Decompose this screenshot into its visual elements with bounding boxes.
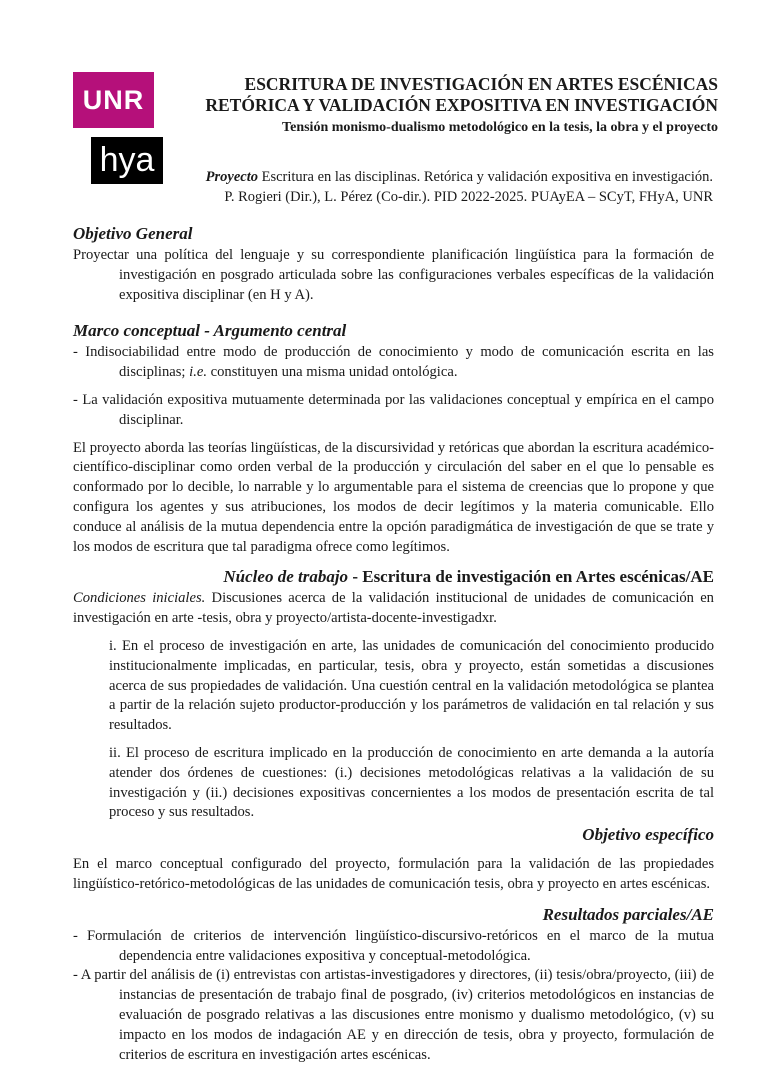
project-authors: P. Rogieri (Dir.), L. Pérez (Co-dir.). PID 2022-2025. PUAyEA – SCyT, FHyA, UNR <box>224 189 713 205</box>
document-title-line2: RETÓRICA Y VALIDACIÓN EXPOSITIVA EN INVESTIGACIÓN <box>205 95 718 115</box>
resultados-heading: Resultados parciales/AE <box>542 904 714 924</box>
resultados-item-2: - A partir del análisis de (i) entrevistas con artistas-investigadores y directores, (ii) tesis/obra/proyecto, (iii) de instancias de presentación de trabajo final de posgrado, (iv) criterios metodológicos en instancias de evaluación de posgrado relativas a las discusiones entre monismo y dualismo metodológico, (v) su impacto en los modos de indagación AE y en dirección de tesis, obra y proyecto, formulación de criterios de escritura en investigación artes escénicas. <box>73 967 714 1063</box>
project-info <box>153 167 713 207</box>
marco-item-1-a: - Indisociabilidad entre modo de producción de conocimiento y modo de comunicación escrita en las disciplinas; <box>73 344 714 381</box>
marco-item-2: - La validación expositiva mutuamente determinada por las validaciones conceptual y empírica en el campo disciplinar. <box>73 391 714 428</box>
condiciones-label: Condiciones iniciales. <box>73 590 206 607</box>
nucleo-heading <box>73 565 714 589</box>
condiciones-iniciales <box>73 589 714 629</box>
nucleo-item-ii: ii. El proceso de escritura implicado en la producción de conocimiento en arte demanda a la autoría atender dos órdenes de cuestiones: (i.) decisiones metodológicas relativas a la validación de su investigación y (ii.) decisiones expositivas concernientes a los modos de presentación escrita de tal proceso y sus resultados. <box>109 744 714 821</box>
document-body <box>73 222 714 1065</box>
nucleo-heading-italic: Núcleo de trabajo <box>223 567 349 587</box>
document-subtitle: Tensión monismo-dualismo metodológico en la tesis, la obra y el proyecto <box>282 120 718 135</box>
nucleo-heading-plain: - Escritura de investigación en Artes escénicas/AE <box>348 567 714 587</box>
marco-item-1-b: constituyen una misma unidad ontológica. <box>206 364 458 381</box>
condiciones-text: Discusiones acerca de la validación institucional de unidades de comunicación en investigación en arte -tesis, obra y proyecto/artista-docente-investigadxr. <box>73 590 714 627</box>
marco-paragraph: El proyecto aborda las teorías lingüísticas, de la discursividad y retóricas que abordan la escritura académico-científico-disciplinar como orden verbal de la producción y circulación del saber en el que lo pensable es conformado por lo decible, lo narrable y lo argumentable para el sistema de creencias que lo propone y que configura los agentes y sus atribuciones, los modos de decir legítimos y la materia comunicable. Ello conduce al análisis de la mutua dependencia entre la opción paradigmática de investigación de que se trate y los modos de escritura que tal paradigma ofrece como legítimos. <box>73 439 714 555</box>
objetivo-especifico-heading: Objetivo específico <box>582 825 714 845</box>
objetivo-especifico-text: En el marco conceptual configurado del proyecto, formulación para la validación de las propiedades lingüístico-retórico-metodológicas de las unidades de comunicación tesis, obra y proyecto en artes escénicas. <box>73 856 714 892</box>
document-title-line1: ESCRITURA DE INVESTIGACIÓN EN ARTES ESCÉNICAS <box>244 74 718 94</box>
objetivo-general-heading: Objetivo General <box>73 224 193 243</box>
objetivo-general-text: Proyectar una política del lenguaje y su correspondiente planificación lingüística para la formación de investigación en posgrado articulada sobre las configuraciones verbales específicas de la validación expositiva disciplinar (en H y A). <box>73 247 714 303</box>
project-label: Proyecto <box>205 169 258 185</box>
marco-conceptual-heading: Marco conceptual - Argumento central <box>73 321 347 341</box>
unr-logo <box>73 72 154 128</box>
unr-logo-text: UNR <box>82 84 145 115</box>
resultados-item-1: - Formulación de criterios de intervención lingüístico-discursivo-retóricos en el marco de la mutua dependencia entre validaciones expositiva y conceptual-metodológica. <box>73 927 714 964</box>
marco-item-1-ie: i.e. <box>189 364 207 381</box>
project-text: Escritura en las disciplinas. Retórica y validación expositiva en investigación. <box>257 169 713 185</box>
marco-item-1 <box>73 343 714 383</box>
hya-logo-text: hya <box>99 141 155 179</box>
nucleo-item-i: i. En el proceso de investigación en arte, las unidades de comunicación del conocimiento producido institucionalmente implicadas, en particular, tesis, obra y proyecto, están sometidas a discusiones acerca de sus propiedades de validación. Una cuestión central en la validación metodológica se plantea a partir de la relación sujeto productor-producción y los parámetros de validación en tal relación y sus resultados. <box>109 637 714 734</box>
